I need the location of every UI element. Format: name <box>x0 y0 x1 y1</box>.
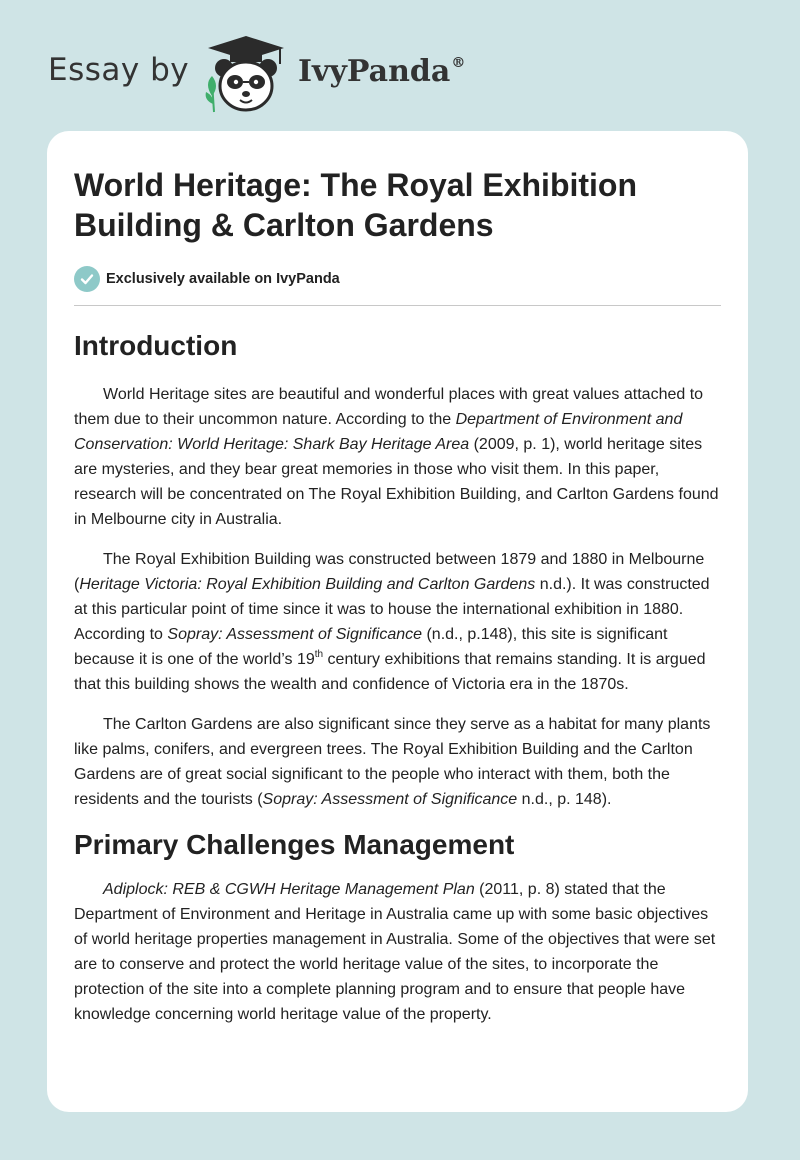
paragraph <box>74 712 721 812</box>
brand-name[interactable] <box>298 54 465 89</box>
text-run: (n.d., p.148), this site is significant because it is one of the world’s 19 <box>74 626 668 668</box>
citation-title: Sopray: Assessment of Significance <box>262 791 518 808</box>
citation-title: Department of Environment and Conservation: World Heritage: Shark Bay Heritage Area <box>74 411 683 453</box>
article-card <box>47 131 748 1112</box>
text-run: century exhibitions that remains standing. It is argued that this building shows the wealth and confidence of Victoria era in the 1870s. <box>74 651 706 693</box>
citation-title: Heritage Victoria: Royal Exhibition Building and Carlton Gardens <box>79 576 536 593</box>
registered-mark: ® <box>451 55 466 71</box>
text-run: (2009, p. 1), world heritage sites are mysteries, and they bear great memories in those who visit them. In this paper, research will be concentrated on The Royal Exhibition Building, and Carlton Gardens found in Melbourne city in Australia. <box>74 436 719 528</box>
text-run: (2011, p. 8) stated that the Department of Environment and Heritage in Australia came up with some basic objectives of world heritage properties management in Australia. Some of the objectives that were set are to conserve and protect the world heritage value of the sites, to incorporate the protection of the site into a complete planning program and to ensure that people have knowledge concerning world heritage value of the property. <box>74 881 716 1023</box>
essay-by-label: Essay by <box>48 52 190 88</box>
text-run: The Royal Exhibition Building was constructed between 1879 and 1880 in Melbourne ( <box>74 551 705 593</box>
check-icon <box>74 266 100 292</box>
leaf-icon <box>206 76 216 112</box>
paragraph <box>74 547 721 697</box>
exclusive-badge-label: Exclusively available on IvyPanda <box>106 271 340 287</box>
text-run: The Carlton Gardens are also significant since they serve as a habitat for many plants like palms, conifers, and evergreen trees. The Royal Exhibition Building and the Carlton Gardens are of great social significant to the people who interact with them, both the residents and the tourists ( <box>74 716 711 808</box>
paragraph <box>74 877 721 1027</box>
paragraph <box>74 382 721 532</box>
divider <box>74 305 721 306</box>
site-header <box>0 0 800 130</box>
article-title: World Heritage: The Royal Exhibition Building & Carlton Gardens <box>74 167 638 243</box>
article-body <box>74 328 721 1027</box>
citation-title: Adiplock: REB & CGWH Heritage Management Plan <box>103 881 475 898</box>
section-heading: Introduction <box>74 330 238 361</box>
superscript: th <box>314 649 324 660</box>
citation-title: Sopray: Assessment of Significance <box>167 626 423 643</box>
section-heading: Primary Challenges Management <box>74 829 515 860</box>
text-run: World Heritage sites are beautiful and wonderful places with great values attached to them due to their uncommon nature. According to the <box>74 386 704 428</box>
exclusive-badge <box>74 265 721 293</box>
brand-text: IvyPanda <box>298 54 451 89</box>
text-run: n.d.). It was constructed at this particular point of time since it was to house the international exhibition in 1880. According to <box>74 576 710 643</box>
text-run: n.d., p. 148). <box>517 791 612 808</box>
panda-logo-icon[interactable] <box>200 34 292 114</box>
